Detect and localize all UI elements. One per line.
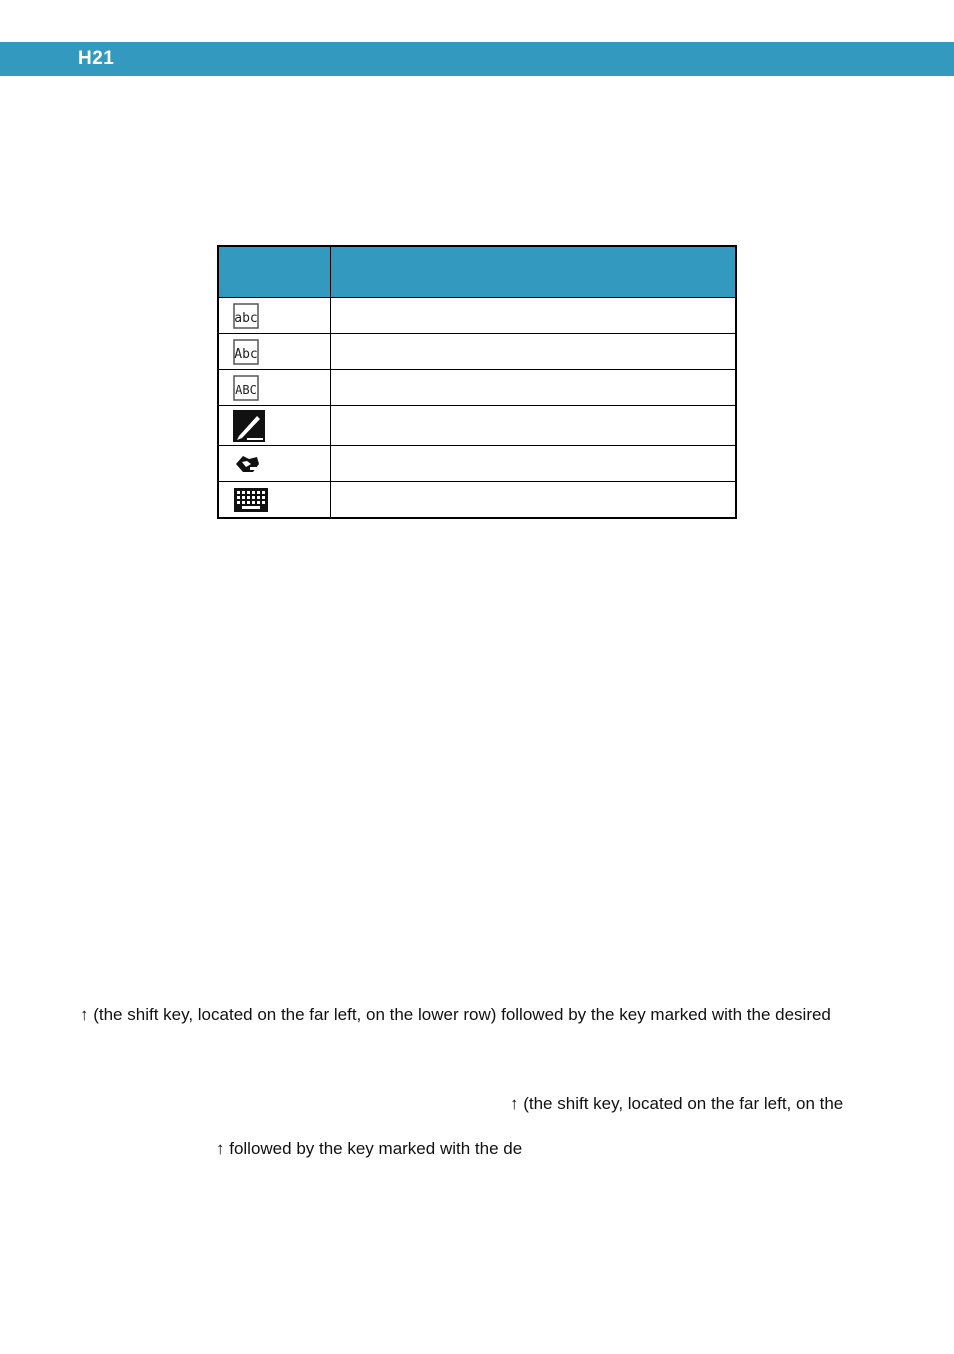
table-row: [218, 370, 736, 406]
table-cell-description: [330, 334, 736, 370]
hand-gesture-icon: [233, 452, 261, 476]
svg-text:abc: abc: [234, 310, 258, 326]
table-cell-description: [330, 446, 736, 482]
table-header-row: [218, 246, 736, 298]
keyboard-icon: [233, 487, 269, 513]
table-header-description-column: [330, 246, 736, 298]
table-cell-description: [330, 482, 736, 519]
svg-text:Abc: Abc: [234, 346, 258, 362]
titlecase-abc-icon: [233, 339, 259, 365]
body-text-line-2: ↑ (the shift key, located on the far left, on the: [510, 1094, 844, 1113]
table-row: [218, 446, 736, 482]
table-row: [218, 334, 736, 370]
table-cell-icon: [218, 298, 330, 334]
table-cell-icon: [218, 334, 330, 370]
table-cell-icon: [218, 406, 330, 446]
body-text-line-3: ↑ followed by the key marked with the de: [216, 1139, 523, 1158]
table-cell-description: [330, 298, 736, 334]
header-bar: [0, 42, 954, 76]
uppercase-abc-icon: [233, 375, 259, 401]
page-header-title: H21: [78, 48, 115, 69]
table-cell-description: [330, 406, 736, 446]
table-cell-icon: [218, 370, 330, 406]
handwriting-pen-icon: [233, 410, 265, 442]
input-mode-icon-table: [217, 245, 737, 519]
table-header-icon-column: [218, 246, 330, 298]
table-cell-description: [330, 370, 736, 406]
svg-text:ABC: ABC: [235, 382, 257, 397]
body-text-line-1: ↑ (the shift key, located on the far left, on the lower row) followed by the key marked with the desired: [80, 1005, 831, 1024]
table-row: [218, 482, 736, 519]
table-row: [218, 298, 736, 334]
lowercase-abc-icon: [233, 303, 259, 329]
table-cell-icon: [218, 482, 330, 519]
table-row: [218, 406, 736, 446]
table-cell-icon: [218, 446, 330, 482]
